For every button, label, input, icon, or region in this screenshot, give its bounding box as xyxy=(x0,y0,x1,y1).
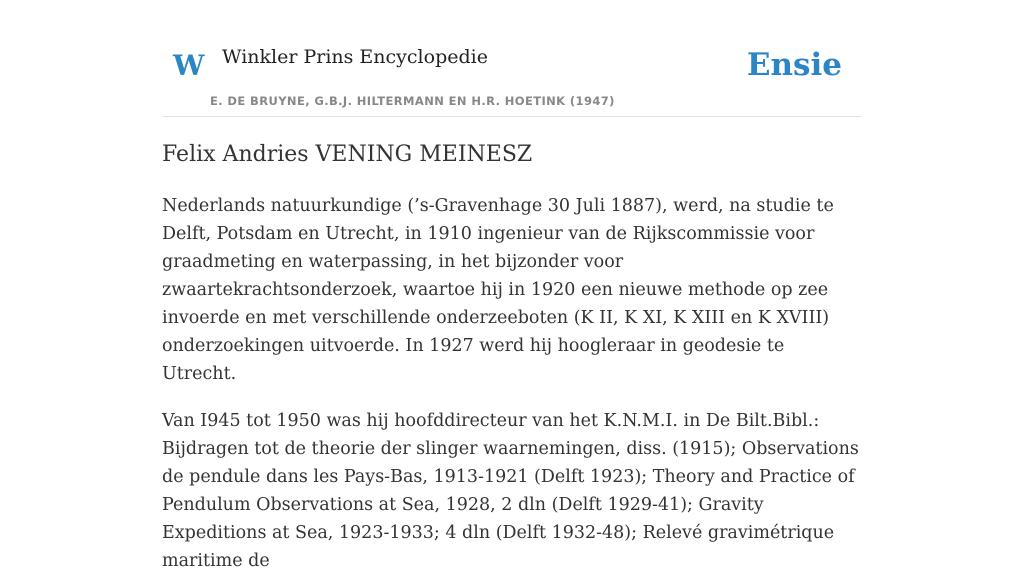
ensie-logo[interactable]: Ensie xyxy=(746,47,842,83)
article-paragraph: Nederlands natuurkundige (’s-Gravenhage 30 Juli 1887), werd, na studie te Delft, Potsdam en Utrecht, in 1910 ingenieur van de Rijkscommissie voor graadmeting en waterpassing, in het bijzonder voor zwaartekrachtsonderzoek, waartoe hij in 1920 een nieuwe methode op zee invoerde en met verschillende onderzeeboten (K II, K XI, K XIII en K XVIII) onderzoekingen uitvoerde. In 1927 werd hij hoogleraar in geodesie te Utrecht. xyxy=(162,196,834,384)
article-title: Felix Andries VENING MEINESZ xyxy=(162,142,533,167)
source-authors: E. DE BRUYNE, G.B.J. HILTERMANN EN H.R. HOETINK (1947) xyxy=(210,94,615,108)
article xyxy=(162,140,862,575)
article-paragraph: Van I945 tot 1950 was hij hoofddirecteur van het K.N.M.I. in De Bilt.Bibl.: Bijdragen tot de theorie der slinger waarnemingen, diss. (1915); Observations de pendule dans les Pays-Bas, 1913-1921 (Delft 1923); Theory and Practice of Pendulum Observations at Sea, 1928, 2 dln (Delft 1929-41); Gravity Expeditions at Sea, 1923-1933; 4 dln (Delft 1932-48); Relevé gravimétrique maritime de xyxy=(162,411,859,571)
source-title[interactable]: Winkler Prins Encyclopedie xyxy=(222,46,488,68)
page-header xyxy=(162,0,862,117)
source-logo[interactable]: W xyxy=(173,49,205,82)
